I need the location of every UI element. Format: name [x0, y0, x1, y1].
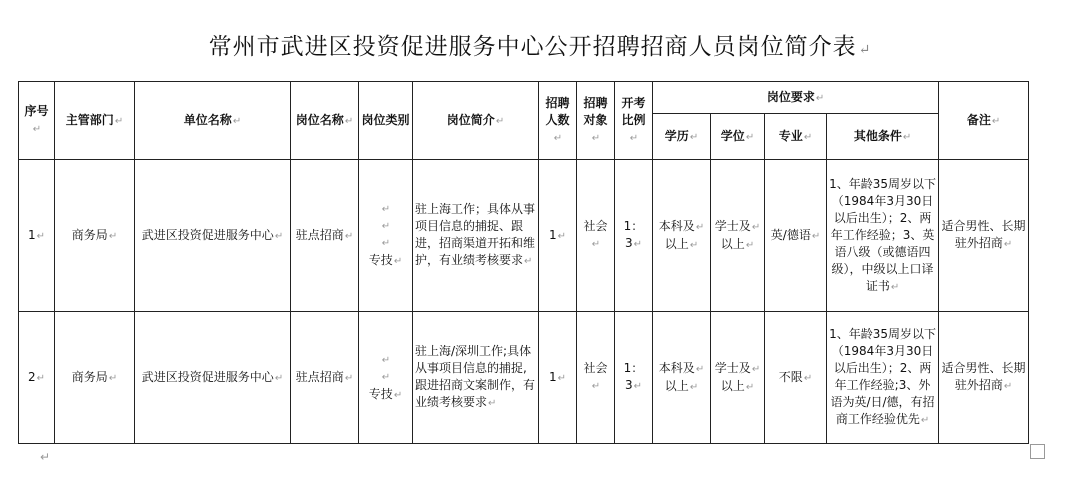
- header-degree: 学位↵: [711, 114, 765, 160]
- cell-post-type: ↵ ↵ ↵ 专技↵: [359, 160, 413, 312]
- cell-dept: 商务局↵: [55, 312, 135, 444]
- title-text: 常州市武进区投资促进服务中心公开招聘招商人员岗位简介表: [208, 34, 857, 60]
- cell-major: 英/德语↵: [765, 160, 827, 312]
- cell-hire-count: 1↵: [539, 312, 577, 444]
- cell-dept: 商务局↵: [55, 160, 135, 312]
- cell-post-intro: 驻上海工作；具体从事项目信息的捕捉、跟进，招商渠道开拓和维护，有业绩考核要求↵: [413, 160, 539, 312]
- cell-remarks: 适合男性、长期驻外招商↵: [939, 160, 1029, 312]
- cell-unit: 武进区投资促进服务中心↵: [135, 312, 291, 444]
- header-requirements: 岗位要求↵: [653, 82, 939, 114]
- cell-post-name: 驻点招商↵: [291, 160, 359, 312]
- cell-hire-count: 1↵: [539, 160, 577, 312]
- header-hire-target: 招聘 对象↵: [577, 82, 615, 160]
- header-other: 其他条件↵: [827, 114, 939, 160]
- cell-other: 1、年龄35周岁以下（1984年3月30日以后出生）；2、两年工作经验；3、英语八级（或德语四级），中级以上口译证书↵: [827, 160, 939, 312]
- cell-education: 本科及↵ 以上↵: [653, 312, 711, 444]
- cell-education: 本科及↵ 以上↵: [653, 160, 711, 312]
- paragraph-mark-icon: ↵: [858, 42, 872, 58]
- header-education: 学历↵: [653, 114, 711, 160]
- cell-other: 1、年龄35周岁以下（1984年3月30日以后出生）；2、两年工作经验;3、外语为英/日/德，有招商工作经验优先↵: [827, 312, 939, 444]
- table-row: [19, 160, 1029, 312]
- paragraph-mark-icon: ↵: [40, 450, 51, 464]
- header-major: 专业↵: [765, 114, 827, 160]
- header-ratio: 开考 比例↵: [615, 82, 653, 160]
- header-unit: 单位名称↵: [135, 82, 291, 160]
- header-post-intro: 岗位简介↵: [413, 82, 539, 160]
- cell-remarks: 适合男性、长期驻外招商↵: [939, 312, 1029, 444]
- cell-unit: 武进区投资促进服务中心↵: [135, 160, 291, 312]
- header-post-name: 岗位名称↵: [291, 82, 359, 160]
- header-remarks: 备注↵: [939, 82, 1029, 160]
- header-dept: 主管部门↵: [55, 82, 135, 160]
- cell-seq: 2↵: [19, 312, 55, 444]
- cell-degree: 学士及↵ 以上↵: [711, 312, 765, 444]
- cell-post-type: ↵ ↵ 专技↵: [359, 312, 413, 444]
- header-hire-count: 招聘 人数↵: [539, 82, 577, 160]
- cell-ratio: 1：3↵: [615, 312, 653, 444]
- page-corner-marker: [1030, 444, 1045, 459]
- header-seq: 序号↵: [19, 82, 55, 160]
- positions-table: [18, 81, 1029, 444]
- cell-hire-target: 社会↵: [577, 312, 615, 444]
- cell-seq: 1↵: [19, 160, 55, 312]
- table-row: [19, 312, 1029, 444]
- header-row-1: [19, 82, 1029, 114]
- cell-degree: 学士及↵ 以上↵: [711, 160, 765, 312]
- cell-post-intro: 驻上海/深圳工作;具体从事项目信息的捕捉,跟进招商文案制作，有业绩考核要求↵: [413, 312, 539, 444]
- cell-post-name: 驻点招商↵: [291, 312, 359, 444]
- cell-hire-target: 社会↵: [577, 160, 615, 312]
- cell-ratio: 1：3↵: [615, 160, 653, 312]
- document-title: [0, 28, 1080, 61]
- cell-major: 不限↵: [765, 312, 827, 444]
- header-post-type: 岗位类别: [359, 82, 413, 160]
